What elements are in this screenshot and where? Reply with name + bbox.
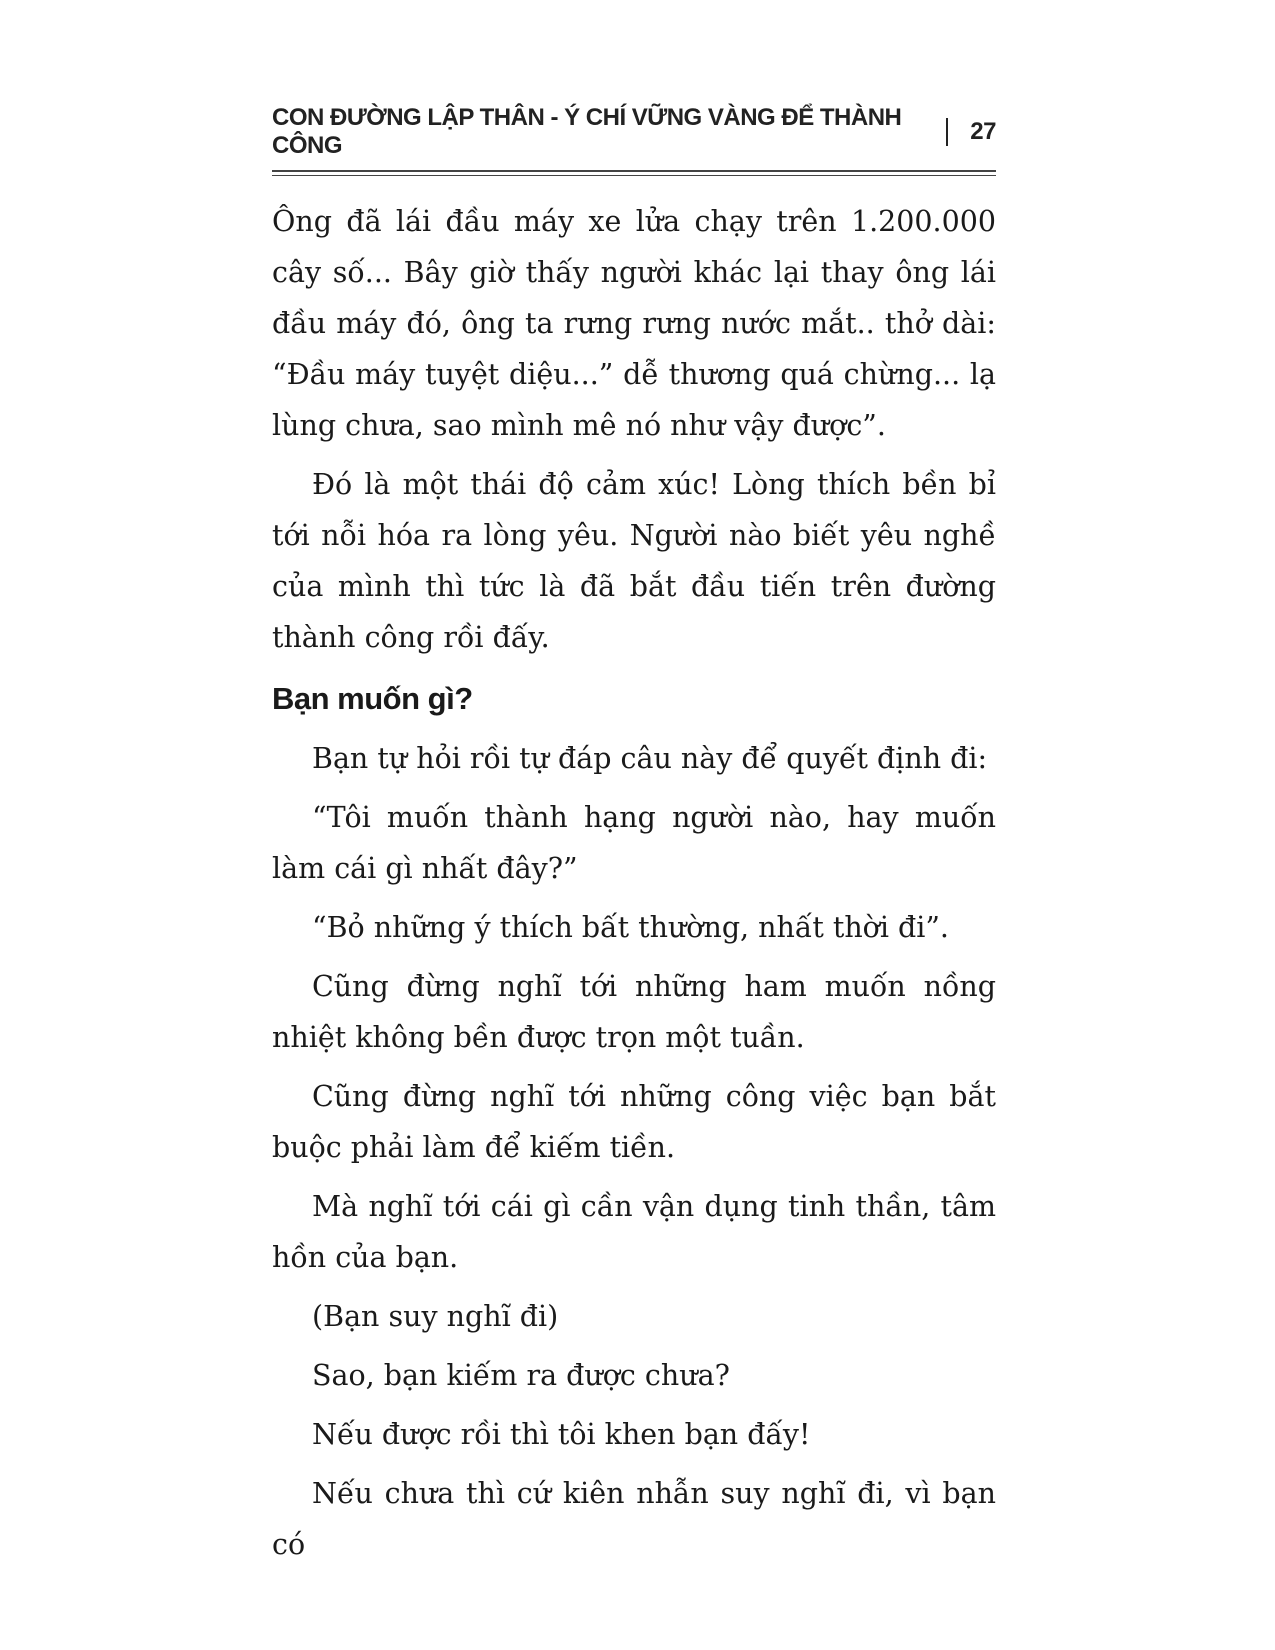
paragraph-7: Cũng đừng nghĩ tới những công việc bạn bắt buộc phải làm để kiếm tiền. <box>272 1080 996 1164</box>
paragraph-9: (Bạn suy nghĩ đi) <box>312 1300 559 1333</box>
header-rule-bottom <box>272 175 996 176</box>
section-heading: Bạn muốn gì? <box>272 681 473 716</box>
paragraph-10: Sao, bạn kiếm ra được chưa? <box>312 1359 730 1392</box>
page-number: 27 <box>970 118 996 145</box>
header-rule-top <box>272 170 996 172</box>
paragraph-4: “Tôi muốn thành hạng người nào, hay muốn làm cái gì nhất đây?” <box>272 801 996 885</box>
paragraph-3: Bạn tự hỏi rồi tự đáp câu này để quyết định đi: <box>312 742 988 775</box>
paragraph-1: Ông đã lái đầu máy xe lửa chạy trên 1.200.000 cây số... Bây giờ thấy người khác lại thay ông lái đầu máy đó, ông ta rưng rưng nước mắt.. thở dài: “Đầu máy tuyệt diệu...” dễ thương quá chừng... lạ lùng chưa, sao mình mê nó như vậy được”. <box>272 205 996 442</box>
running-title: CON ĐƯỜNG LẬP THÂN - Ý CHÍ VỮNG VÀNG ĐỂ THÀNH CÔNG <box>272 104 902 159</box>
paragraph-2: Đó là một thái độ cảm xúc! Lòng thích bền bỉ tới nỗi hóa ra lòng yêu. Người nào biết yêu nghề của mình thì tức là đã bắt đầu tiến trên đường thành công rồi đấy. <box>272 468 996 654</box>
page-body <box>272 196 996 1578</box>
header-separator <box>946 118 948 146</box>
paragraph-5: “Bỏ những ý thích bất thường, nhất thời đi”. <box>312 911 949 944</box>
running-header <box>272 104 996 159</box>
paragraph-8: Mà nghĩ tới cái gì cần vận dụng tinh thần, tâm hồn của bạn. <box>272 1190 996 1274</box>
paragraph-12: Nếu chưa thì cứ kiên nhẫn suy nghĩ đi, vì bạn có <box>272 1477 996 1561</box>
paragraph-6: Cũng đừng nghĩ tới những ham muốn nồng nhiệt không bền được trọn một tuần. <box>272 970 996 1054</box>
paragraph-11: Nếu được rồi thì tôi khen bạn đấy! <box>312 1418 811 1451</box>
